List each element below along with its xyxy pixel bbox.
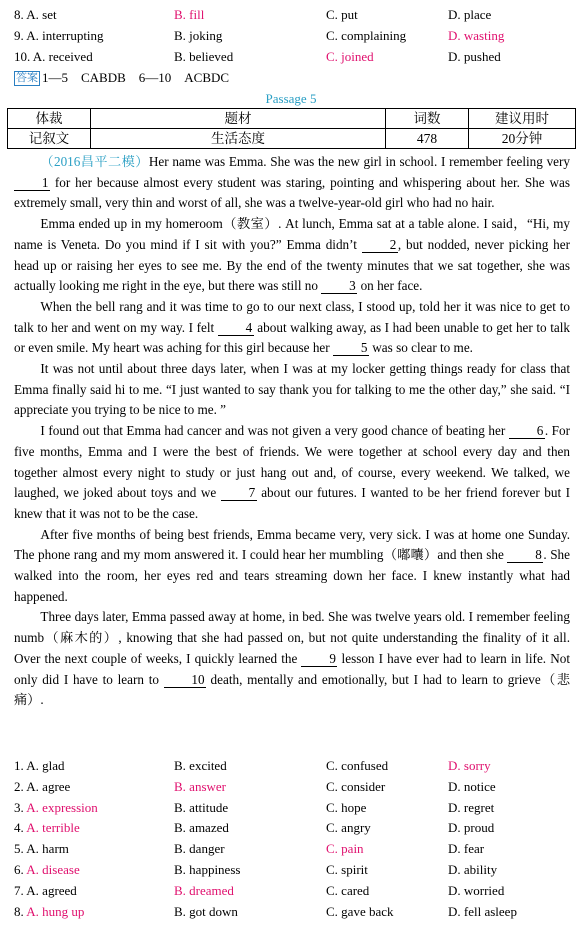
blank-7: 7 [221,486,257,501]
text: When the bell rang and it was time to go to our next class, I stood up, told her it was nice to get to talk to her and went on my way. I felt [14,298,570,335]
option-c: C. put [326,7,358,22]
option-d: D. fell asleep [448,903,517,919]
blank-2: 2 [362,238,398,253]
option-a: 6. A. disease [14,862,80,877]
passage-title: Passage 5 [265,91,317,106]
option-c: C. hope [326,799,367,815]
text: I found out that Emma had cancer and was not given a very good chance of beating her [40,423,509,439]
header-time: 建议用时 [469,109,576,129]
option-a: 8. A. hung up [14,903,85,919]
option-d: D. place [448,7,492,22]
blank-10: 10 [164,673,206,688]
text: . She walked into the room, her eyes red and tears streaming down her face. I knew instantly what had happened. [14,547,570,604]
info-table-row [8,129,576,149]
paragraph-6 [14,525,570,608]
option-b: B. answer [174,778,226,794]
option-d: D. proud [448,820,495,836]
option-a: 8. A. set [14,7,57,22]
paragraph-1 [14,152,570,214]
info-table-header-row [8,109,576,129]
option-a: 7. A. agreed [14,882,77,898]
text: After five months of being best friends, Emma became very, very sick. I was at home one Sunday. The phone rang and my mom answered it. I could hear her mumbling（嘟囔）and then she [14,526,570,563]
option-a: 4. A. terrible [14,820,80,836]
text: . For five months, Emma and I were the best of friends. We were together at school every day and then together almost every night to study or just hang out and, of course, every weekend. We talked, we laughed, we joked about toys and we [14,423,570,501]
blank-8: 8 [507,548,543,563]
answer-tag: 答案 [16,72,38,84]
option-c: C. spirit [326,862,368,877]
option-d: D. wasting [448,27,505,43]
paragraph-5 [14,421,570,525]
answer-key [14,68,229,88]
option-a: 2. A. agree [14,778,71,794]
option-d: D. worried [448,882,505,898]
article [14,152,570,711]
paragraph-4: It was not until about three days later, when I was at my locker getting things ready for class that Emma finally said hi to me. “I just wanted to say thank you for talking to me the other day,” she said. “I appreciate you trying to be nice to me. ” [14,361,570,418]
option-c: C. confused [326,758,389,773]
option-d: D. sorry [448,758,491,773]
option-b: B. danger [174,841,225,857]
info-table [7,108,576,149]
option-a: 10. A. received [14,48,93,64]
option-a: 5. A. harm [14,841,69,857]
option-b: B. got down [174,903,238,919]
option-b: B. amazed [174,820,229,836]
option-c: C. consider [326,778,386,794]
text: lesson I have ever had to learn in life. Not only did I have to learn to [14,650,570,687]
option-c: C. angry [326,820,371,836]
option-b: B. believed [174,48,234,64]
text: about our futures. I wanted to be her friend forever but I knew that it was not to be the case. [14,485,570,521]
option-c: C. joined [326,48,374,64]
header-topic: 题材 [91,109,386,129]
text: for her because almost every student was staring, pointing and whispering about her. She was extremely small, very thin and worst of all, she was a twelve-year-old girl who had no hair. [14,174,570,211]
option-c: C. gave back [326,903,394,919]
text: about walking away, as I had been unable to get her to talk or even smile. My heart was aching for this girl because her [14,319,570,356]
blank-3: 3 [321,279,357,294]
option-b: B. attitude [174,799,229,815]
option-a: 1. A. glad [14,758,65,773]
text: Three days later, Emma passed away at home, in bed. She was twelve years old. I remember feeling numb（麻木的）, knowing that she had passed on, but not quite understanding the finality of it all. Over the next couple of weeks, I quickly learned the [14,609,570,666]
blank-1: 1 [14,176,50,191]
blank-6: 6 [509,424,545,439]
option-b: B. fill [174,7,205,22]
option-d: D. notice [448,778,496,794]
text: was so clear to me. [368,340,473,356]
option-d: D. ability [448,862,498,877]
option-c: C. pain [326,841,364,857]
option-a: 3. A. expression [14,799,98,815]
header-genre: 体裁 [8,109,91,129]
text: Emma ended up in my homeroom（教室）. At lunch, Emma sat at a table alone. I said，“Hi, my name is Veneta. Do you mind if I sit with you?” Emma didn’t [14,216,570,252]
text: , but nodded, never picking her head up or raising her eyes to see me. By the end of the twenty minutes that we sat together, she was actually looking me right in the eye, but there was still no [14,236,571,294]
option-b: B. dreamed [174,882,234,898]
option-a: 9. A. interrupting [14,27,104,43]
cell-topic: 生活态度 [91,129,386,149]
cell-wordcount: 478 [386,129,469,149]
cell-genre: 记叙文 [8,129,91,149]
text: Her name was Emma. She was the new girl in school. I remember feeling very [148,154,571,169]
text: on her face. [357,278,423,294]
option-b: B. happiness [174,862,241,877]
blank-4: 4 [218,321,254,336]
source-label: （2016昌平二模） [40,154,149,169]
blank-5: 5 [333,341,369,356]
option-b: B. excited [174,758,227,773]
blank-9: 9 [301,652,337,667]
header-wordcount: 词数 [386,109,469,129]
option-d: D. regret [448,799,495,815]
option-c: C. complaining [326,27,407,43]
text: death, mentally and emotionally, but I had to learn to grieve（悲痛）. [14,671,571,708]
paragraph-2 [14,214,570,297]
cell-time: 20分钟 [469,129,576,149]
option-d: D. pushed [448,48,501,64]
paragraph-3 [14,297,570,359]
option-b: B. joking [174,27,223,43]
paragraph-7 [14,607,570,711]
option-d: D. fear [448,841,485,857]
option-c: C. cared [326,882,370,898]
answer-text: 1—5 CABDB 6—10 ACBDC [42,70,230,85]
